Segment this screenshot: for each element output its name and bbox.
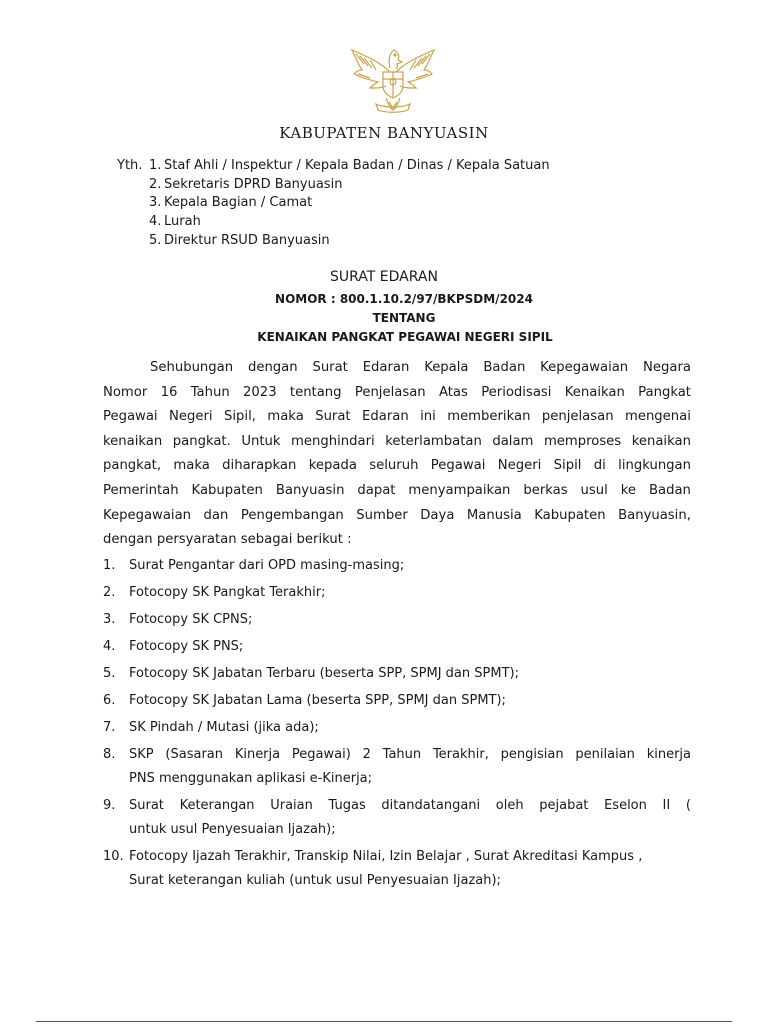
garuda-emblem-icon xyxy=(346,42,440,116)
addressee-text: Sekretaris DPRD Banyuasin xyxy=(164,176,343,192)
list-item-text: untuk usul Penyesuaian Ijazah); xyxy=(129,822,336,837)
list-item xyxy=(103,845,691,893)
list-item-text: Fotocopy SK PNS; xyxy=(129,639,244,654)
list-item xyxy=(103,608,691,632)
word: Keterangan xyxy=(179,798,255,813)
word: Banyuasin xyxy=(275,482,345,498)
word: Banyuasin, xyxy=(618,507,691,523)
word: Kepala xyxy=(424,360,469,375)
word: Surat xyxy=(315,409,351,425)
word: Pegawai xyxy=(103,409,158,425)
page-bottom-divider xyxy=(36,1021,732,1022)
list-item xyxy=(103,716,691,740)
word: Tahun xyxy=(190,384,230,400)
word: dan xyxy=(203,507,229,523)
word: 2023 xyxy=(243,384,277,400)
list-item-number: 1. xyxy=(103,558,116,573)
list-item xyxy=(103,635,691,659)
word: ( xyxy=(685,798,691,813)
list-item xyxy=(103,743,691,791)
word: Kepegawaian xyxy=(540,360,629,375)
list-item-text xyxy=(129,743,691,767)
list-item-text: Fotocopy SK CPNS; xyxy=(129,612,253,627)
word: Kepegawaian xyxy=(103,507,192,523)
word: Sipil xyxy=(553,458,582,474)
list-item xyxy=(103,662,691,686)
word: Nomor xyxy=(103,384,148,400)
paragraph-line xyxy=(103,504,691,529)
region-title: KABUPATEN BANYUASIN xyxy=(279,124,489,142)
list-item-text: Fotocopy Ijazah Terakhir, Transkip Nilai, Izin Belajar , Surat Akreditasi Kampus , xyxy=(129,849,643,864)
addressee-number: 1. xyxy=(149,158,162,173)
body-paragraph xyxy=(103,356,691,553)
word: Pemerintah xyxy=(103,482,179,498)
list-item xyxy=(103,689,691,713)
word: Edaran xyxy=(362,360,410,375)
word: ditandatangani xyxy=(381,798,481,813)
word: Sipil, xyxy=(224,409,256,425)
word: Kenaikan xyxy=(564,384,625,400)
list-item-number: 4. xyxy=(103,639,116,654)
word: II xyxy=(662,798,671,813)
word: dapat xyxy=(357,482,396,498)
list-item-text: Fotocopy SK Jabatan Terbaru (beserta SPP, SPMJ dan SPMT); xyxy=(129,666,519,681)
list-item-number: 9. xyxy=(103,798,116,813)
list-item-text xyxy=(129,794,691,818)
word: Eselon xyxy=(604,798,647,813)
paragraph-line xyxy=(103,479,691,504)
word: Badan xyxy=(483,360,526,375)
list-item-number: 3. xyxy=(103,612,116,627)
paragraph-line xyxy=(103,356,691,381)
word: Negara xyxy=(643,360,691,375)
addressee-text: Staf Ahli / Inspektur / Kepala Badan / Dinas / Kepala Satuan xyxy=(164,158,550,173)
word: Surat xyxy=(129,798,164,813)
list-item-text: Surat keterangan kuliah (untuk usul Penyesuaian Ijazah); xyxy=(129,873,501,888)
word: Uraian xyxy=(270,798,313,813)
word: di xyxy=(593,458,606,474)
word: pejabat xyxy=(539,798,589,813)
word: Kabupaten xyxy=(534,507,606,523)
paragraph-line xyxy=(103,405,691,430)
word: menyampaikan xyxy=(408,482,511,498)
word: Negeri xyxy=(169,409,213,425)
word: Pegawai) xyxy=(291,747,351,762)
paragraph-line xyxy=(103,454,691,479)
word: diharapkan xyxy=(222,458,297,474)
word: kepada xyxy=(308,458,357,474)
paragraph-line xyxy=(103,381,691,406)
word: memberikan xyxy=(447,409,531,425)
word: maka xyxy=(267,409,304,425)
word: ini xyxy=(420,409,436,425)
word: penjelasan xyxy=(541,409,614,425)
word: (Sasaran xyxy=(165,747,224,762)
word: Untuk xyxy=(241,433,281,449)
list-item xyxy=(103,554,691,578)
word: 2 xyxy=(362,747,371,762)
word: Negeri xyxy=(497,458,542,474)
letter-number: NOMOR : 800.1.10.2/97/BKPSDM/2024 xyxy=(275,292,533,306)
addressee-item xyxy=(117,176,550,195)
addressee-number: 3. xyxy=(149,195,162,211)
letter-title: SURAT EDARAN xyxy=(330,269,438,285)
list-item-number: 10. xyxy=(103,849,124,864)
addressee-text: Direktur RSUD Banyuasin xyxy=(164,232,330,248)
word: Edaran xyxy=(362,409,409,425)
list-item-number: 6. xyxy=(103,693,116,708)
word: dengan xyxy=(247,360,298,375)
word: Terakhir, xyxy=(432,747,489,762)
list-item-number: 7. xyxy=(103,720,116,735)
word: Tahun xyxy=(382,747,422,762)
word: Atas xyxy=(438,384,468,400)
word: tentang xyxy=(289,384,342,400)
list-item xyxy=(103,794,691,842)
paragraph-line xyxy=(103,430,691,455)
word: usul xyxy=(580,482,608,498)
word: memproses xyxy=(543,433,622,449)
list-item-text: Surat Pengantar dari OPD masing-masing; xyxy=(129,558,405,573)
word: dalam xyxy=(492,433,534,449)
word: Periodisasi xyxy=(481,384,552,400)
word: Badan xyxy=(648,482,691,498)
list-item-text: PNS menggunakan aplikasi e-Kinerja; xyxy=(129,771,373,786)
list-item-number: 8. xyxy=(103,747,116,762)
word: kenaikan xyxy=(631,433,691,449)
addressee-item xyxy=(117,213,550,232)
word: keterlambatan xyxy=(385,433,482,449)
word: Sehubungan xyxy=(150,360,234,375)
word: Penjelasan xyxy=(354,384,426,400)
word: mengenai xyxy=(624,409,691,425)
word: pangkat, xyxy=(103,458,162,474)
addressee-number: 2. xyxy=(149,176,162,192)
word: Manusia xyxy=(466,507,522,523)
word: Tugas xyxy=(328,798,366,813)
addressee-block xyxy=(117,157,550,251)
addressee-item xyxy=(117,157,550,176)
word: berkas xyxy=(523,482,568,498)
word: kinerja xyxy=(646,747,691,762)
word: oleh xyxy=(495,798,524,813)
addressee-prefix: Yth. xyxy=(117,158,143,173)
word: pangkat. xyxy=(172,433,231,449)
word: kenaikan xyxy=(103,433,163,449)
list-item-number: 5. xyxy=(103,666,116,681)
word: pengisian xyxy=(500,747,564,762)
requirements-list xyxy=(103,554,691,896)
word: ke xyxy=(620,482,637,498)
word: Kinerja xyxy=(234,747,281,762)
paragraph-line: dengan persyaratan sebagai berikut : xyxy=(103,532,352,548)
word: Pegawai xyxy=(430,458,486,474)
word: menghindari xyxy=(291,433,375,449)
word: Daya xyxy=(420,507,455,523)
word: Pengembangan xyxy=(240,507,344,523)
word: Sumber xyxy=(356,507,408,523)
word: Pangkat xyxy=(638,384,691,400)
list-item-text: Fotocopy SK Pangkat Terakhir; xyxy=(129,585,326,600)
word: seluruh xyxy=(369,458,419,474)
list-item-text: Fotocopy SK Jabatan Lama (beserta SPP, SPMJ dan SPMT); xyxy=(129,693,506,708)
letter-tentang: TENTANG xyxy=(372,311,436,325)
addressee-number: 4. xyxy=(149,214,162,230)
list-item xyxy=(103,581,691,605)
addressee-item xyxy=(117,194,550,213)
addressee-number: 5. xyxy=(149,232,162,248)
word: SKP xyxy=(129,747,154,762)
addressee-text: Kepala Bagian / Camat xyxy=(164,195,313,211)
word: Kabupaten xyxy=(191,482,263,498)
word: penilaian xyxy=(575,747,635,762)
word: 16 xyxy=(160,384,178,400)
letter-subject: KENAIKAN PANGKAT PEGAWAI NEGERI SIPIL xyxy=(257,330,553,344)
word: maka xyxy=(173,458,210,474)
list-item-text: SK Pindah / Mutasi (jika ada); xyxy=(129,720,319,735)
word: lingkungan xyxy=(618,458,691,474)
addressee-text: Lurah xyxy=(164,214,201,230)
word: Surat xyxy=(312,360,348,375)
list-item-number: 2. xyxy=(103,585,116,600)
addressee-item xyxy=(117,232,550,251)
